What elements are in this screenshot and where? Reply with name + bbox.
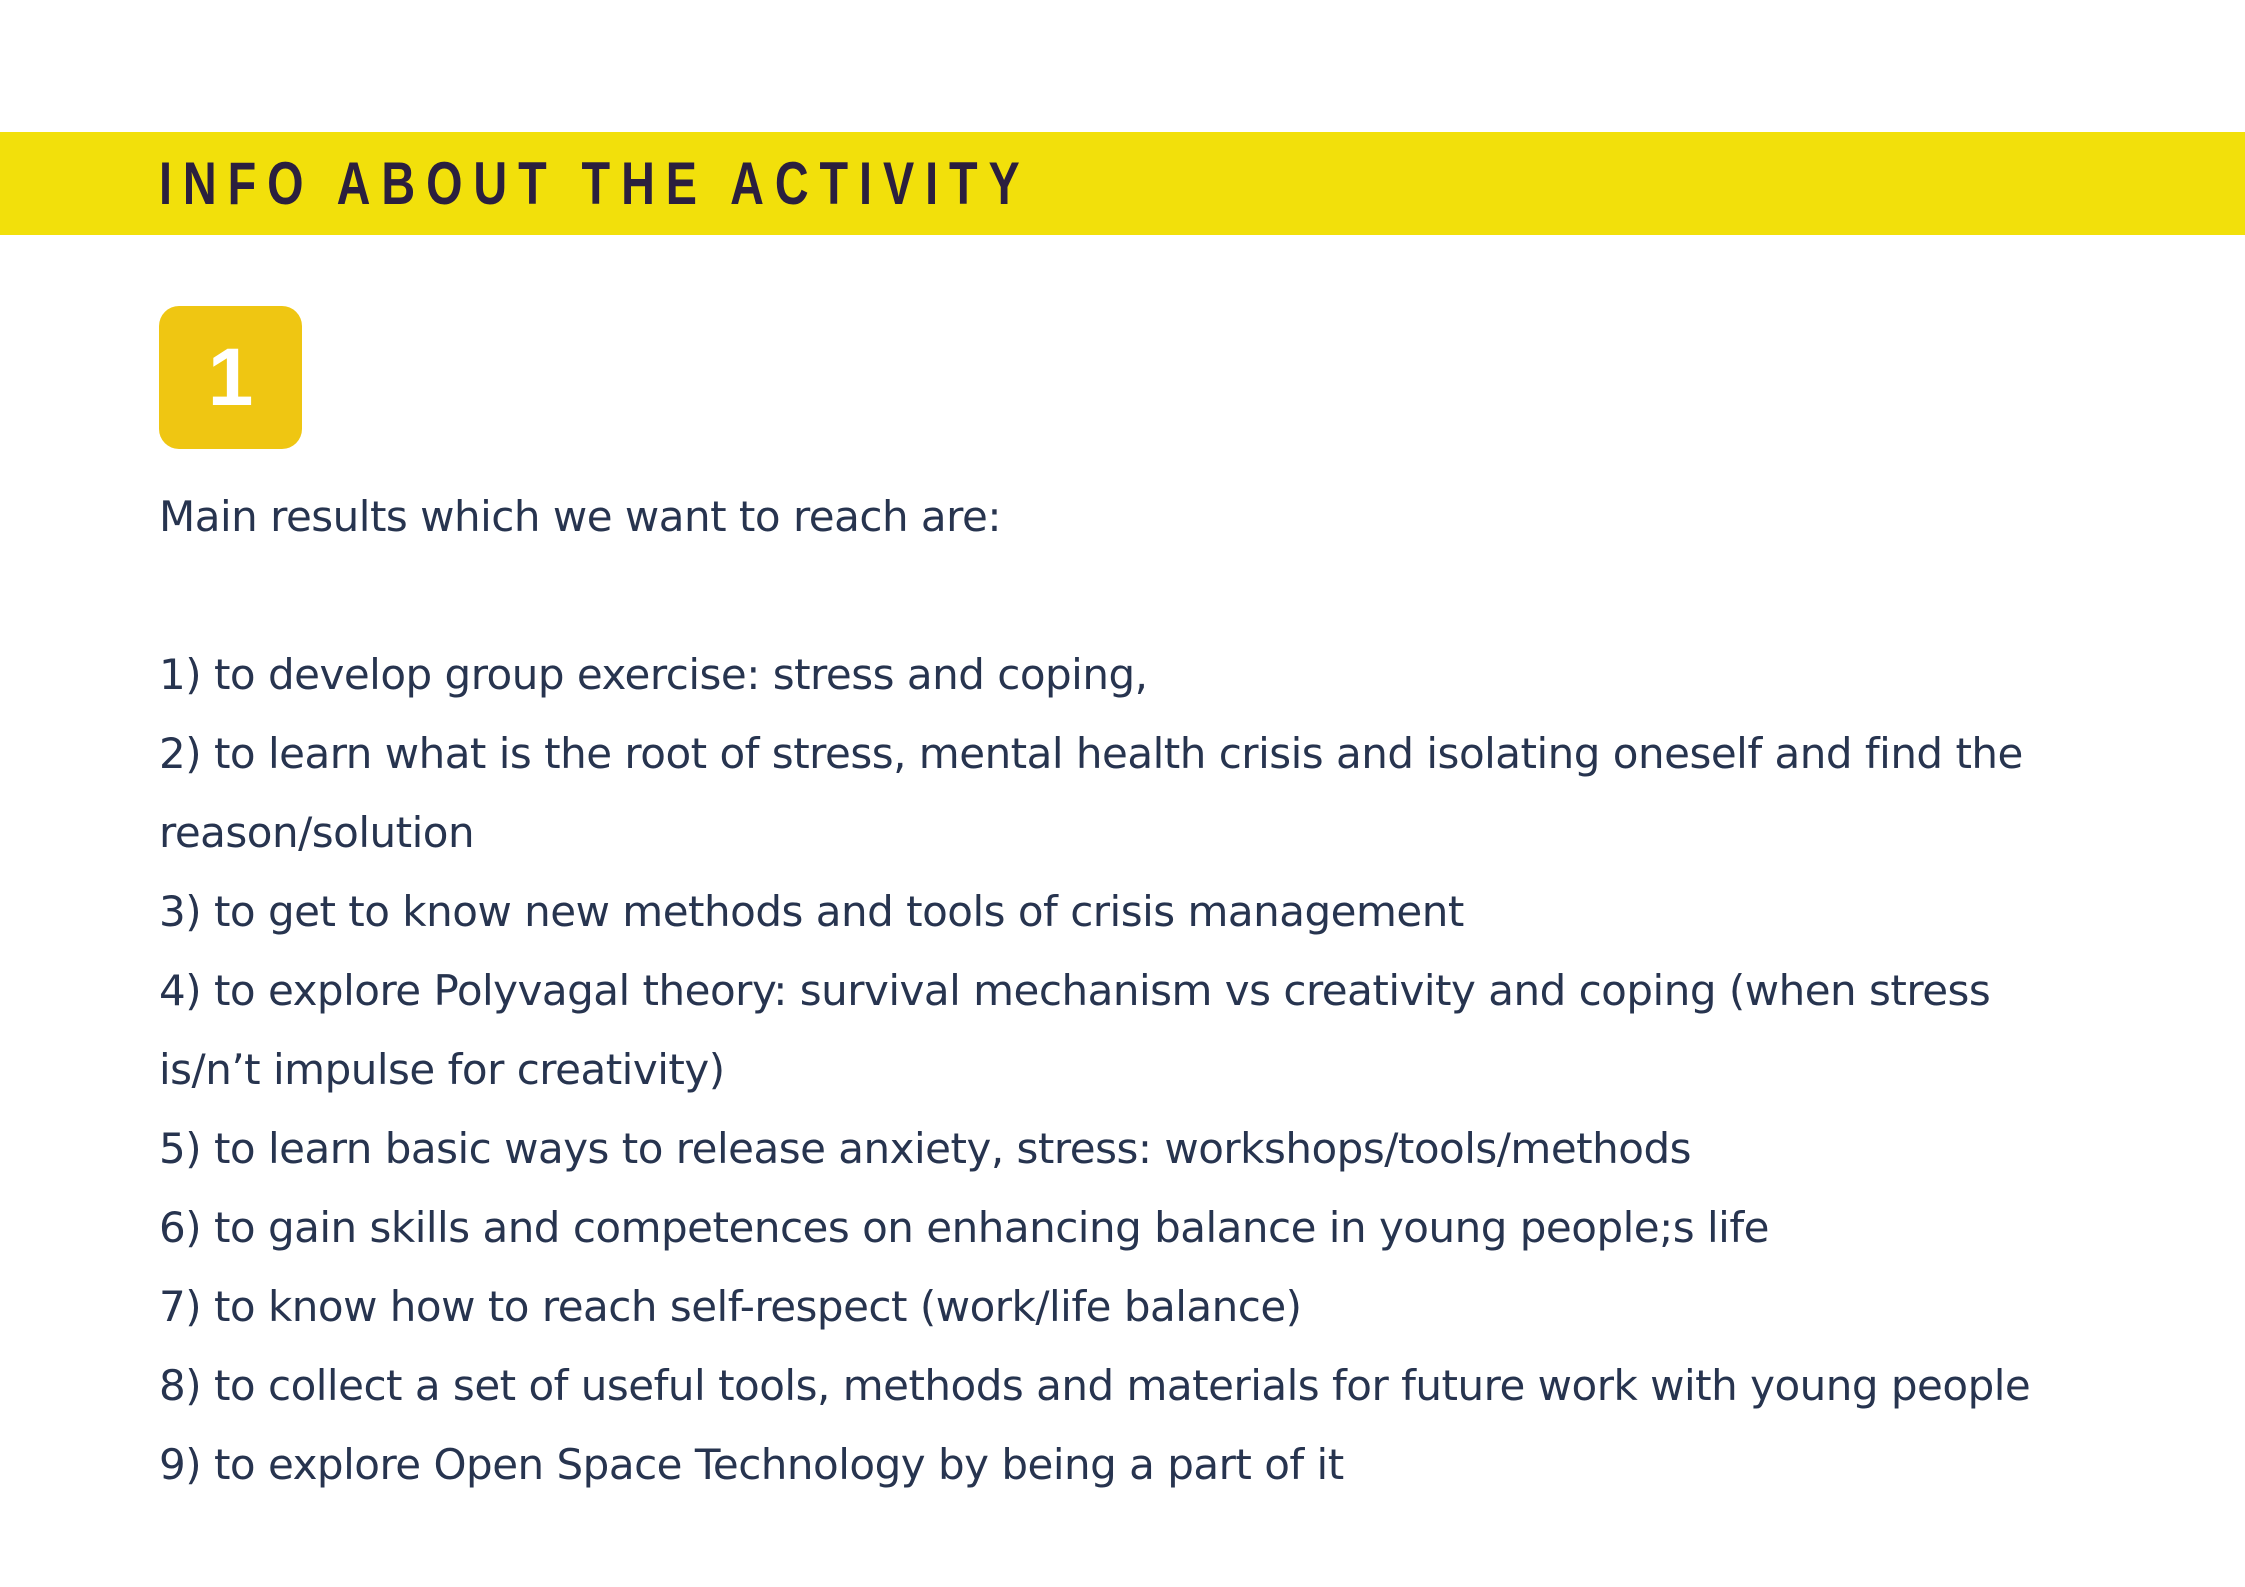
result-item-continuation: is/n’t impulse for creativity) (159, 1045, 725, 1094)
result-item: 1) to develop group exercise: stress and coping, (159, 650, 1148, 699)
result-item-continuation: reason/solution (159, 808, 475, 857)
header-band (0, 132, 2245, 235)
result-item: 4) to explore Polyvagal theory: survival mechanism vs creativity and coping (when stress (159, 966, 1991, 1015)
intro-text: Main results which we want to reach are: (159, 492, 1002, 541)
result-item: 9) to explore Open Space Technology by being a part of it (159, 1440, 1344, 1489)
result-item: 5) to learn basic ways to release anxiety, stress: workshops/tools/methods (159, 1124, 1692, 1173)
result-item: 8) to collect a set of useful tools, methods and materials for future work with young people (159, 1361, 2031, 1410)
result-item: 3) to get to know new methods and tools of crisis management (159, 887, 1464, 936)
section-number-badge: 1 (159, 306, 302, 449)
result-item: 7) to know how to reach self-respect (work/life balance) (159, 1282, 1302, 1331)
activity-content (159, 477, 2159, 1504)
page-title: INFO ABOUT THE ACTIVITY (159, 150, 1031, 217)
result-item: 6) to gain skills and competences on enhancing balance in young people;s life (159, 1203, 1769, 1252)
result-item: 2) to learn what is the root of stress, mental health crisis and isolating oneself and find the (159, 729, 2023, 778)
